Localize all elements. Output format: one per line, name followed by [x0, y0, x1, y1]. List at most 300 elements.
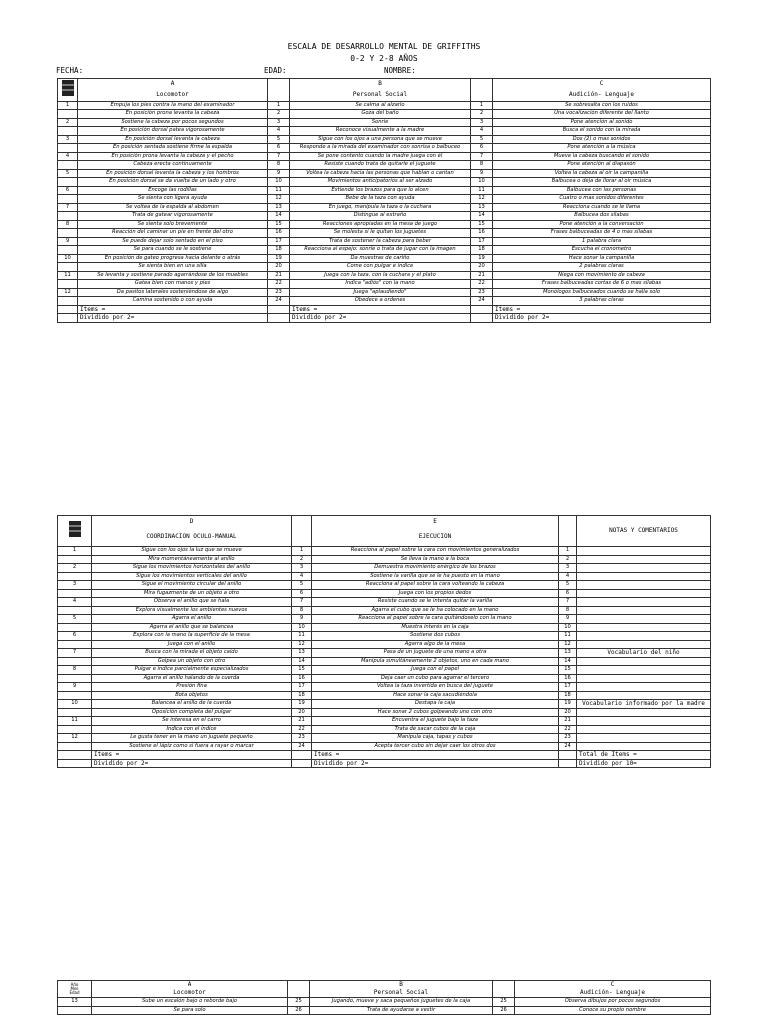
age-cell: 9	[58, 683, 92, 692]
table-row	[58, 237, 711, 246]
notes-cell	[577, 734, 711, 743]
age-cell	[58, 1006, 92, 1015]
item-number-notes: 11	[559, 632, 577, 641]
age-cell	[58, 725, 92, 734]
table-row	[58, 666, 711, 675]
table-row	[58, 589, 711, 598]
age-small-year: Año	[70, 982, 79, 987]
item-number-c: 9	[471, 169, 493, 178]
item-number-notes: 6	[559, 589, 577, 598]
item-number-b: 4	[268, 127, 290, 136]
items-a: Ítems =	[78, 305, 268, 314]
age-cell	[58, 708, 92, 717]
hearing-language-item: Balbucea o deja de llorar al oír música	[493, 178, 711, 187]
col-b-letter: B	[290, 79, 471, 90]
age-cell: 6	[58, 186, 78, 195]
execution-item: Acepta tercer cubo sin dejar caer los otros dos	[312, 742, 559, 751]
item-number-c: 23	[471, 288, 493, 297]
item-number-c: 18	[471, 246, 493, 255]
item-number-e: 23	[292, 734, 312, 743]
table-row	[58, 547, 711, 556]
oculo-manual-item: Agarra el anillo que se balancea	[92, 623, 292, 632]
item-number-c: 2	[471, 110, 493, 119]
oculo-manual-item: Busca con la mirada el objeto caído	[92, 649, 292, 658]
table-row	[58, 572, 711, 581]
table-row	[58, 691, 711, 700]
personal-social-item: Resiste cuando trata de quitarle el juguete	[290, 161, 471, 170]
table-row	[58, 734, 711, 743]
hearing-language-item: Frases balbuceadas de 4 o mas sílabas	[493, 229, 711, 238]
col-e-title: EJECUCION	[312, 528, 559, 547]
item-number-e: 21	[292, 717, 312, 726]
item-number-b: 1	[268, 101, 290, 110]
personal-social-item: Trata de ayudarse a vestir	[310, 1006, 493, 1015]
age-cell: 3	[58, 581, 92, 590]
col-b-title: Personal Social	[290, 90, 471, 101]
locomotor-item: Se levanta y sostiene parado agarrándose de los muebles	[78, 271, 268, 280]
table-row	[58, 606, 711, 615]
personal-social-item: Voltea la cabeza hacia las personas que hablan o cantan	[290, 169, 471, 178]
divided-a: Dividido por 2=	[78, 314, 268, 323]
table-row	[58, 725, 711, 734]
age-cell	[58, 127, 78, 136]
notes-cell	[577, 555, 711, 564]
item-number-c: 25	[493, 998, 515, 1007]
item-number-b: 12	[268, 195, 290, 204]
oculo-manual-item: Le gusta tener en la mano un juguete pequeño	[92, 734, 292, 743]
age-cell	[58, 555, 92, 564]
item-number-e: 18	[292, 691, 312, 700]
oculo-manual-item: Presión fina	[92, 683, 292, 692]
hearing-language-item: Balbucea dos sílabas	[493, 212, 711, 221]
locomotor-item: Sostiene la cabeza por pocos segundos	[78, 118, 268, 127]
item-number-notes: 18	[559, 691, 577, 700]
item-number-b: 2	[268, 110, 290, 119]
oculo-manual-item: Sigue los movimientos verticales del anillo	[92, 572, 292, 581]
locomotor-item: Se voltea de la espalda al abdomen	[78, 203, 268, 212]
personal-social-item: Reconoce visualmente a la madre	[290, 127, 471, 136]
age-cell	[58, 623, 92, 632]
age-cell: 10	[58, 700, 92, 709]
table-oculo-manual-execution	[57, 515, 711, 768]
execution-item: Trata de sacar cubos de la caja	[312, 725, 559, 734]
notes-cell	[577, 742, 711, 751]
item-number-b: 13	[268, 203, 290, 212]
col-c-letter-3: C	[515, 981, 711, 990]
locomotor-item: Se para cuando se le sostiene	[78, 246, 268, 255]
table-row	[58, 169, 711, 178]
age-cell	[58, 280, 78, 289]
notes-cell	[577, 581, 711, 590]
locomotor-item: Cabeza erecta continuamente	[78, 161, 268, 170]
item-number-notes: 3	[559, 564, 577, 573]
execution-item: Agarra el cubo que se le ha colocado en la mano	[312, 606, 559, 615]
table-row	[58, 220, 711, 229]
item-number-notes: 8	[559, 606, 577, 615]
hearing-language-item: 1 palabra clara	[493, 237, 711, 246]
item-number-c: 12	[471, 195, 493, 204]
age-cell: 6	[58, 632, 92, 641]
col-b-letter-3: B	[310, 981, 493, 990]
vocab-mother: Vocabulario informado por la madre	[577, 700, 711, 709]
age-cell: 4	[58, 598, 92, 607]
oculo-manual-item: Pulgar e índice parcialmente especializados	[92, 666, 292, 675]
age-cell: 11	[58, 717, 92, 726]
age-column-header-3	[58, 981, 92, 998]
age-cell	[58, 589, 92, 598]
item-number-notes: 7	[559, 598, 577, 607]
item-number-b: 20	[268, 263, 290, 272]
hearing-language-item: Voltea la cabeza al oír la campanilla	[493, 169, 711, 178]
item-number-notes: 4	[559, 572, 577, 581]
item-number-b: 7	[268, 152, 290, 161]
execution-item: Encuentra el juguete bajo la taza	[312, 717, 559, 726]
hearing-language-item: Reacciona cuando se le llama	[493, 203, 711, 212]
table-row	[58, 254, 711, 263]
oculo-manual-item: Mira momentáneamente al anillo	[92, 555, 292, 564]
item-number-b: 11	[268, 186, 290, 195]
execution-item: Resiste cuando se le intenta quitar la varilla	[312, 598, 559, 607]
oculo-manual-item: Sigue los movimientos horizontales del anillo	[92, 564, 292, 573]
item-number-notes: 22	[559, 725, 577, 734]
oculo-manual-item: Explora con la mano la superficie de la mesa	[92, 632, 292, 641]
col-e-letter: E	[312, 516, 559, 529]
table-row	[58, 203, 711, 212]
hearing-language-item: Pone atención a la música	[493, 144, 711, 153]
table-row	[58, 640, 711, 649]
age-cell: 7	[58, 203, 78, 212]
age-cell: 8	[58, 220, 78, 229]
age-cell: 13	[58, 998, 92, 1007]
table1-footer	[58, 305, 711, 322]
locomotor-item: En posición dorsal levanta la cabeza y los hombros	[78, 169, 268, 178]
col-c-title-3: Audición- Lenguaje	[515, 989, 711, 998]
table-row	[58, 717, 711, 726]
item-number-e: 5	[292, 581, 312, 590]
age-months-icon	[62, 79, 74, 97]
execution-item: Demuestra movimiento enérgico de los brazos	[312, 564, 559, 573]
age-cell: 2	[58, 564, 92, 573]
age-months-icon	[69, 520, 81, 538]
item-number-e: 24	[292, 742, 312, 751]
age-cell	[58, 674, 92, 683]
personal-social-item: Juega "aplaudiendo"	[290, 288, 471, 297]
age-column-header	[58, 79, 78, 102]
hearing-language-item: Escucha el cronometro	[493, 246, 711, 255]
notes-cell	[577, 666, 711, 675]
col-a-title-3: Locomotor	[92, 989, 288, 998]
notes-cell	[577, 598, 711, 607]
age-cell	[58, 297, 78, 306]
item-number-e: 19	[292, 700, 312, 709]
col-d-title: COORDINACION OCULO-MANUAL	[92, 528, 292, 547]
item-number-notes: 1	[559, 547, 577, 556]
table-row	[58, 246, 711, 255]
notes-cell	[577, 615, 711, 624]
personal-social-item: Se calma al alzarlo	[290, 101, 471, 110]
hearing-language-item: Niega con movimiento de cabeza	[493, 271, 711, 280]
item-number-c: 26	[493, 1006, 515, 1015]
item-number-notes: 2	[559, 555, 577, 564]
locomotor-item: En posición prona levanta la cabeza	[78, 110, 268, 119]
item-number-b: 10	[268, 178, 290, 187]
age-small-month: Mes	[70, 986, 79, 991]
locomotor-item: En posición de gateo progresa hacia delante o atrás	[78, 254, 268, 263]
notes-cell	[577, 606, 711, 615]
table-row	[58, 683, 711, 692]
locomotor-item: En posición dorsal se da vuelta de un lado y otro	[78, 178, 268, 187]
personal-social-item: Bebe de la taza con ayuda	[290, 195, 471, 204]
personal-social-item: Sigue con los ojos a una persona que se mueve	[290, 135, 471, 144]
table-row	[58, 581, 711, 590]
item-number-e: 11	[292, 632, 312, 641]
item-number-b: 21	[268, 271, 290, 280]
table-row	[58, 135, 711, 144]
age-cell	[58, 229, 78, 238]
item-number-c: 7	[471, 152, 493, 161]
item-number-b: 16	[268, 229, 290, 238]
hearing-language-item: 3 palabras claras	[493, 297, 711, 306]
hearing-language-item: Cuatro o mas sonidos diferentes	[493, 195, 711, 204]
personal-social-item: Jugando, mueve y saca pequeños juguetes de la caja	[310, 998, 493, 1007]
personal-social-item: Distingue al extraño	[290, 212, 471, 221]
item-number-e: 2	[292, 555, 312, 564]
locomotor-item: Gatea bien con manos y pies	[78, 280, 268, 289]
notes-cell	[577, 708, 711, 717]
personal-social-item: Reacciona al espejo: sonríe o trata de jugar con la imagen	[290, 246, 471, 255]
notes-cell	[577, 657, 711, 666]
vocab-child: Vocabulario del niño	[577, 649, 711, 658]
divided-d: Dividido por 2=	[92, 759, 292, 768]
oculo-manual-item: Golpea un objeto con otro	[92, 657, 292, 666]
item-number-b: 19	[268, 254, 290, 263]
locomotor-item: Se sienta solo brevemente	[78, 220, 268, 229]
fecha-label: FECHA:	[56, 66, 84, 75]
item-number-c: 6	[471, 144, 493, 153]
execution-item: Deja caer un cubo para agarrar el tercero	[312, 674, 559, 683]
items-c: Ítems =	[493, 305, 711, 314]
table-row	[58, 212, 711, 221]
table-row	[58, 152, 711, 161]
table-row	[58, 649, 711, 658]
execution-item: Juega con los propios dedos	[312, 589, 559, 598]
table-row	[58, 674, 711, 683]
col-a-letter: A	[78, 79, 268, 90]
item-number-c: 3	[471, 118, 493, 127]
nombre-label: NOMBRE:	[384, 66, 416, 75]
item-number-notes: 9	[559, 615, 577, 624]
oculo-manual-item: Sigue el movimiento circular del anillo	[92, 581, 292, 590]
personal-social-item: Goza del baño	[290, 110, 471, 119]
total-items: Total de Ítems =	[577, 751, 711, 760]
oculo-manual-item: Agarra el anillo	[92, 615, 292, 624]
table-row	[58, 161, 711, 170]
notes-cell	[577, 717, 711, 726]
age-cell	[58, 606, 92, 615]
personal-social-item: Juega con la taza, con la cuchara y el plato	[290, 271, 471, 280]
item-number-notes: 12	[559, 640, 577, 649]
execution-item: Hace sonar la caja sacudiéndola	[312, 691, 559, 700]
personal-social-item: Da muestras de cariño	[290, 254, 471, 263]
item-number-notes: 20	[559, 708, 577, 717]
oculo-manual-item: Se interesa en el carro	[92, 717, 292, 726]
table-row	[58, 263, 711, 272]
table-row	[58, 178, 711, 187]
oculo-manual-item: Bota objetos	[92, 691, 292, 700]
oculo-manual-item: Explora visualmente los ambientes nuevos	[92, 606, 292, 615]
personal-social-item: Extiende los brazos para que lo alcen	[290, 186, 471, 195]
execution-item: Destapa la caja	[312, 700, 559, 709]
execution-item: Agarra algo de la mesa	[312, 640, 559, 649]
notes-cell	[577, 572, 711, 581]
item-number-notes: 13	[559, 649, 577, 658]
age-cell: 10	[58, 254, 78, 263]
item-number-e: 17	[292, 683, 312, 692]
item-number-c: 19	[471, 254, 493, 263]
oculo-manual-item: Sigue con los ojos la luz que se mueve	[92, 547, 292, 556]
item-number-e: 14	[292, 657, 312, 666]
item-number-c: 17	[471, 237, 493, 246]
item-number-notes: 10	[559, 623, 577, 632]
col-c-letter: C	[493, 79, 711, 90]
age-cell	[58, 742, 92, 751]
age-cell: 12	[58, 288, 78, 297]
table2-footer	[58, 751, 711, 768]
item-number-notes: 23	[559, 734, 577, 743]
age-cell	[58, 246, 78, 255]
item-number-c: 4	[471, 127, 493, 136]
hearing-language-item: 2 palabras claras	[493, 263, 711, 272]
hearing-language-item: Busca el sonido con la mirada	[493, 127, 711, 136]
locomotor-item: Encoge las rodillas	[78, 186, 268, 195]
age-cell	[58, 110, 78, 119]
locomotor-item: Se puede dejar solo sentado en el piso	[78, 237, 268, 246]
divided-total: Dividido por 10=	[577, 759, 711, 768]
personal-social-item: Se pone contento cuando la madre juega con él	[290, 152, 471, 161]
locomotor-item: Se sienta bien en una silla	[78, 263, 268, 272]
locomotor-item: Reacción del caminar un pie en frente del otro	[78, 229, 268, 238]
items-b: Ítems =	[290, 305, 471, 314]
table-row	[58, 1006, 711, 1015]
execution-item: Manipula simultáneamente 2 objetos, uno en cada mano	[312, 657, 559, 666]
item-number-b: 18	[268, 246, 290, 255]
table-row	[58, 623, 711, 632]
table-row	[58, 144, 711, 153]
execution-item: Reacciona al papel sobre la cara quitándoselo con la mano	[312, 615, 559, 624]
item-number-b: 22	[268, 280, 290, 289]
age-cell: 1	[58, 101, 78, 110]
locomotor-item: Se para solo	[92, 1006, 288, 1015]
age-cell: 7	[58, 649, 92, 658]
item-number-c: 1	[471, 101, 493, 110]
item-number-b: 6	[268, 144, 290, 153]
item-number-c: 8	[471, 161, 493, 170]
table-continuation	[57, 980, 711, 1015]
hearing-language-item: Se sobresalta con los ruidos	[493, 101, 711, 110]
table-row	[58, 271, 711, 280]
item-number-e: 13	[292, 649, 312, 658]
age-cell	[58, 657, 92, 666]
locomotor-item: Se sienta con ligera ayuda	[78, 195, 268, 204]
oculo-manual-item: Observa el anillo que se hala	[92, 598, 292, 607]
table-row	[58, 297, 711, 306]
table-row	[58, 998, 711, 1007]
oculo-manual-item: Indica con el índice	[92, 725, 292, 734]
table-row	[58, 195, 711, 204]
notes-title: NOTAS Y COMENTARIOS	[577, 516, 711, 547]
notes-cell	[577, 632, 711, 641]
age-cell: 4	[58, 152, 78, 161]
col-d-letter: D	[92, 516, 292, 529]
divided-e: Dividido por 2=	[312, 759, 559, 768]
execution-item: Voltea la taza invertida en busca del juguete	[312, 683, 559, 692]
execution-item: Manipula caja, tapas y cubos	[312, 734, 559, 743]
item-number-c: 10	[471, 178, 493, 187]
hearing-language-item: Pone atención al sonido	[493, 118, 711, 127]
notes-cell	[577, 564, 711, 573]
personal-social-item: Indica "adiós" con la mano	[290, 280, 471, 289]
execution-item: Se lleva la mano a la boca	[312, 555, 559, 564]
divided-c: Dividido por 2=	[493, 314, 711, 323]
notes-cell	[577, 683, 711, 692]
item-number-e: 15	[292, 666, 312, 675]
table-row	[58, 632, 711, 641]
edad-label: EDAD:	[264, 66, 287, 75]
item-number-c: 11	[471, 186, 493, 195]
oculo-manual-item: Juega con el anillo	[92, 640, 292, 649]
item-number-c: 16	[471, 229, 493, 238]
item-number-c: 14	[471, 212, 493, 221]
age-cell	[58, 144, 78, 153]
item-number-b: 9	[268, 169, 290, 178]
personal-social-item: En juego, manipula la taza o la cuchara	[290, 203, 471, 212]
execution-item: Reacciona al papel sobre la cara volteando la cabeza	[312, 581, 559, 590]
hearing-language-item: Monólogos balbuceados cuando se halla solo	[493, 288, 711, 297]
table-row	[58, 186, 711, 195]
table-row	[58, 229, 711, 238]
item-number-b: 23	[268, 288, 290, 297]
item-number-notes: 19	[559, 700, 577, 709]
locomotor-item: Da pasitos laterales sosteniéndose de algo	[78, 288, 268, 297]
item-number-e: 22	[292, 725, 312, 734]
hearing-language-item: Pone atención al diapasón	[493, 161, 711, 170]
age-cell	[58, 263, 78, 272]
notes-cell	[577, 640, 711, 649]
table-row	[58, 110, 711, 119]
age-cell: 12	[58, 734, 92, 743]
hearing-language-item: Balbucea con las personas	[493, 186, 711, 195]
age-cell: 9	[58, 237, 78, 246]
hearing-language-item: Frases balbuceadas cortas de 6 o mas sílabas	[493, 280, 711, 289]
notes-cell	[577, 589, 711, 598]
personal-social-item: Sonríe	[290, 118, 471, 127]
table-row	[58, 555, 711, 564]
table-row	[58, 127, 711, 136]
item-number-e: 6	[292, 589, 312, 598]
item-number-notes: 17	[559, 683, 577, 692]
execution-item: Reacciona al papel sobre la cara con movimientos generalizados	[312, 547, 559, 556]
age-cell: 1	[58, 547, 92, 556]
item-number-e: 7	[292, 598, 312, 607]
table-row	[58, 742, 711, 751]
age-cell: 11	[58, 271, 78, 280]
form-title: ESCALA DE DESARROLLO MENTAL DE GRIFFITHS	[287, 42, 481, 51]
execution-item: Juega con el papel	[312, 666, 559, 675]
item-number-b: 3	[268, 118, 290, 127]
oculo-manual-item: Sostiene el lápiz como si fuera a rayar o marcar	[92, 742, 292, 751]
item-number-b: 26	[288, 1006, 310, 1015]
item-number-e: 8	[292, 606, 312, 615]
